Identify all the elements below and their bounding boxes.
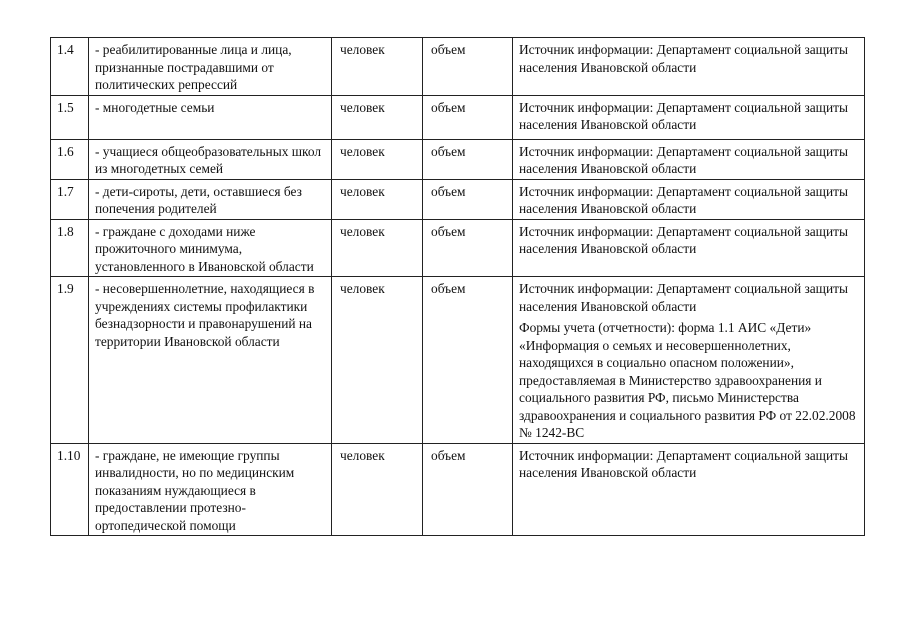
measure-cell: объем xyxy=(423,95,513,139)
source-cell xyxy=(513,179,865,219)
table-row xyxy=(51,139,865,179)
source-note: Источник информации: Департамент социальной защиты населения Ивановской области xyxy=(519,281,849,314)
source-note: Источник информации: Департамент социальной защиты населения Ивановской области xyxy=(519,223,849,256)
table-row xyxy=(51,219,865,277)
category-cell: - дети-сироты, дети, оставшиеся без попечения родителей xyxy=(89,179,332,219)
source-note: Источник информации: Департамент социальной защиты населения Ивановской области xyxy=(519,99,849,132)
unit-cell: человек xyxy=(332,139,423,179)
source-note: Источник информации: Департамент социальной защиты населения Ивановской области xyxy=(519,143,849,176)
unit-cell: человек xyxy=(332,38,423,96)
row-number: 1.10 xyxy=(51,443,89,536)
row-number: 1.5 xyxy=(51,95,89,139)
indicators-table xyxy=(50,37,865,536)
unit-cell: человек xyxy=(332,95,423,139)
source-note: Источник информации: Департамент социальной защиты населения Ивановской области xyxy=(519,183,849,216)
category-cell: - граждане, не имеющие группы инвалидности, но по медицинским показаниям нуждающиеся в предоставлении протезно-ортопедической помощи xyxy=(89,443,332,536)
unit-cell: человек xyxy=(332,443,423,536)
unit-cell: человек xyxy=(332,277,423,444)
table-row xyxy=(51,95,865,139)
source-cell xyxy=(513,139,865,179)
source-note: Источник информации: Департамент социальной защиты населения Ивановской области xyxy=(519,447,849,480)
table-row xyxy=(51,443,865,536)
row-number: 1.7 xyxy=(51,179,89,219)
table-row xyxy=(51,38,865,96)
measure-cell: объем xyxy=(423,219,513,277)
category-cell: - несовершеннолетние, находящиеся в учреждениях системы профилактики безнадзорности и правонарушений на территории Ивановской области xyxy=(89,277,332,444)
measure-cell: объем xyxy=(423,38,513,96)
table-row xyxy=(51,277,865,444)
row-number: 1.8 xyxy=(51,219,89,277)
source-cell xyxy=(513,277,865,444)
source-cell xyxy=(513,38,865,96)
category-cell: - многодетные семьи xyxy=(89,95,332,139)
row-number: 1.4 xyxy=(51,38,89,96)
unit-cell: человек xyxy=(332,219,423,277)
category-cell: - граждане с доходами ниже прожиточного минимума, установленного в Ивановской области xyxy=(89,219,332,277)
unit-cell: человек xyxy=(332,179,423,219)
measure-cell: объем xyxy=(423,443,513,536)
measure-cell: объем xyxy=(423,139,513,179)
source-cell xyxy=(513,443,865,536)
row-number: 1.9 xyxy=(51,277,89,444)
source-cell xyxy=(513,219,865,277)
reporting-form-note: Формы учета (отчетности): форма 1.1 АИС «Дети» «Информация о семьях и несовершеннолетних, находящихся в социально опасном положении», предоставляемая в Министерство здравоохранения и социального развития РФ, письмо Министерства здравоохранения и социального развития РФ от 22.02.2008 № 1242-ВС xyxy=(519,320,856,440)
table-row xyxy=(51,179,865,219)
measure-cell: объем xyxy=(423,277,513,444)
measure-cell: объем xyxy=(423,179,513,219)
source-note: Источник информации: Департамент социальной защиты населения Ивановской области xyxy=(519,42,849,75)
row-number: 1.6 xyxy=(51,139,89,179)
category-cell: - учащиеся общеобразовательных школ из многодетных семей xyxy=(89,139,332,179)
source-cell xyxy=(513,95,865,139)
category-cell: - реабилитированные лица и лица, признанные пострадавшими от политических репрессий xyxy=(89,38,332,96)
